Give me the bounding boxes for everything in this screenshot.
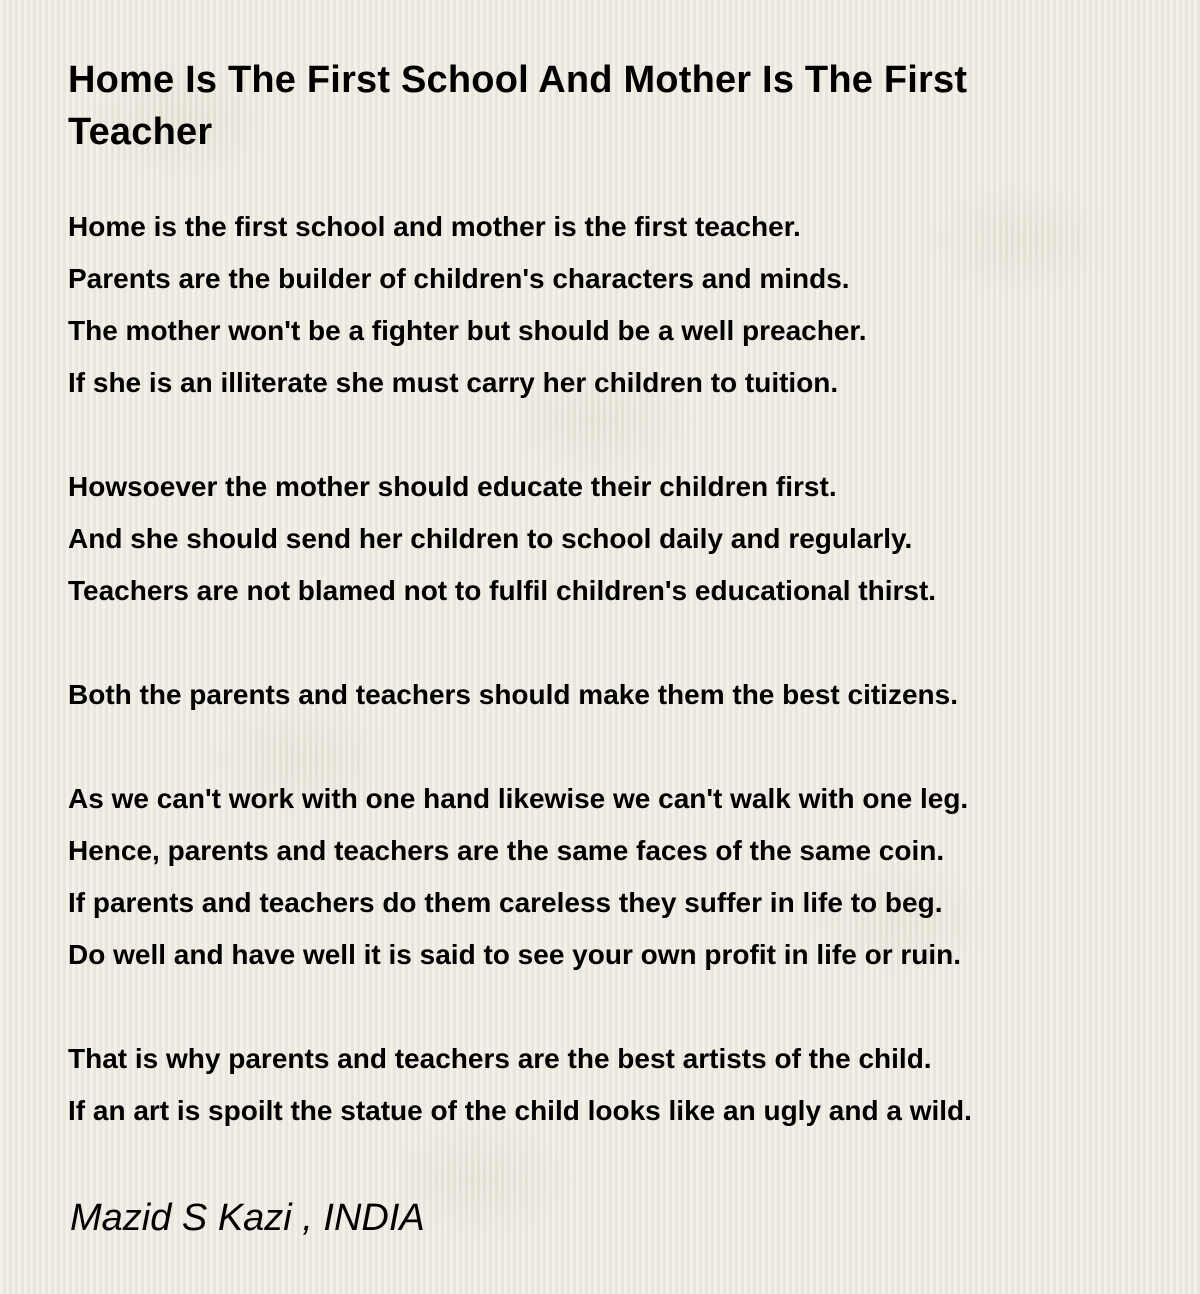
poem-line: If an art is spoilt the statue of the child looks like an ugly and a wild. — [68, 1095, 972, 1126]
poem-line: Both the parents and teachers should make them the best citizens. — [68, 679, 958, 710]
poem-line: Howsoever the mother should educate their children first. — [68, 471, 837, 502]
stanza-3 — [68, 669, 1178, 721]
stanza-2 — [68, 461, 1178, 617]
poem-line: As we can't work with one hand likewise we can't walk with one leg. — [68, 783, 969, 814]
stanza-1 — [68, 201, 1178, 409]
poem-body — [68, 201, 1178, 1189]
poem-line: Parents are the builder of children's characters and minds. — [68, 263, 850, 294]
poem-line: That is why parents and teachers are the best artists of the child. — [68, 1043, 932, 1074]
poem-line: And she should send her children to school daily and regularly. — [68, 523, 913, 554]
poem-line: If she is an illiterate she must carry her children to tuition. — [68, 367, 839, 398]
poem-line: Do well and have well it is said to see your own profit in life or ruin. — [68, 939, 962, 970]
poem-title: Home Is The First School And Mother Is The First Teacher — [68, 59, 968, 153]
stanza-5 — [68, 1033, 1178, 1137]
poem-line: If parents and teachers do them careless they suffer in life to beg. — [68, 887, 943, 918]
poem-line: Teachers are not blamed not to fulfil children's educational thirst. — [68, 575, 937, 606]
poem-author: Mazid S Kazi , INDIA — [70, 1197, 425, 1239]
stanza-4 — [68, 773, 1178, 981]
poem-line: Hence, parents and teachers are the same faces of the same coin. — [68, 835, 945, 866]
poem-line: Home is the first school and mother is the first teacher. — [68, 211, 801, 242]
poem-line: The mother won't be a fighter but should be a well preacher. — [68, 315, 867, 346]
